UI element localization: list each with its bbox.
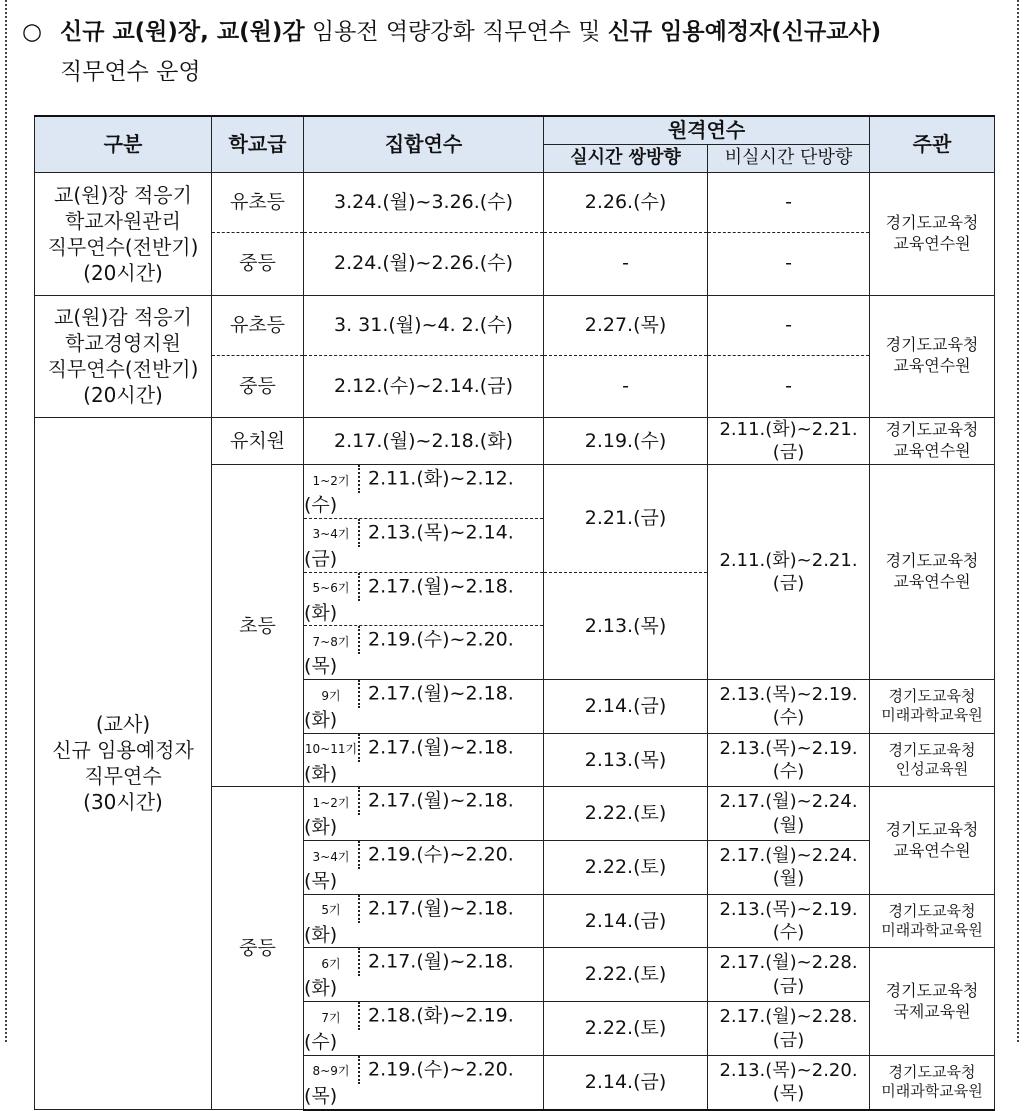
sec3-elem-nr-6: 2.13.(목)~2.19.(수) <box>708 733 870 787</box>
sec2-school-2: 중등 <box>212 355 304 417</box>
sec3-elem-group-3: 5~6기 2.17.(월)~2.18.(화) <box>304 572 544 626</box>
sec3-elem-nr: 2.11.(화)~2.21.(금) <box>708 465 870 680</box>
schedule-table <box>34 115 995 1111</box>
sec1-nr-2: - <box>708 232 870 295</box>
sec3-elem-rt-b: 2.13.(목) <box>544 572 708 679</box>
title-line2: 직무연수 운영 <box>60 59 201 85</box>
header-school: 학교급 <box>212 116 304 172</box>
sec2-host: 경기도교육청 교육연수원 <box>870 295 995 417</box>
sec1-school-2: 중등 <box>212 232 304 295</box>
sec3-elem-host-6: 경기도교육청 인성교육원 <box>870 733 995 787</box>
sec2-group-1: 3. 31.(월)~4. 2.(수) <box>304 295 544 355</box>
sec3-elem-host-5: 경기도교육청 미래과학교육원 <box>870 680 995 734</box>
sec3-mid-rt-1: 2.22.(토) <box>544 787 708 841</box>
sec3-mid-school: 중등 <box>212 787 304 1110</box>
sec3-elem-nr-5: 2.13.(목)~2.19.(수) <box>708 680 870 734</box>
sec3-mid-rt-2: 2.22.(토) <box>544 841 708 895</box>
sec2-rt-2: - <box>544 355 708 417</box>
sec3-mid-nr-5: 2.17.(월)~2.28.(금) <box>708 1002 870 1056</box>
title-normal: 임용전 역량강화 직무연수 및 <box>304 19 608 45</box>
page-border-left <box>5 0 7 1042</box>
sec1-nr-1: - <box>708 172 870 232</box>
sec3-mid-rt-3: 2.14.(금) <box>544 894 708 948</box>
sec3-mid-host-b: 경기도교육청 국제교육원 <box>870 948 995 1055</box>
sec1-rt-2: - <box>544 232 708 295</box>
sec3-mid-group-1: 1~2기 2.17.(월)~2.18.(화) <box>304 787 544 841</box>
sec3-mid-host-a: 경기도교육청 교육연수원 <box>870 787 995 894</box>
sec3-elem-group-2: 3~4기 2.13.(목)~2.14.(금) <box>304 518 544 572</box>
sec3-elem-rt-5: 2.14.(금) <box>544 680 708 734</box>
sec3-elem-group-4: 7~8기 2.19.(수)~2.20.(목) <box>304 626 544 680</box>
sec1-host: 경기도교육청 교육연수원 <box>870 172 995 295</box>
bullet-icon: ○ <box>22 19 43 45</box>
header-group: 집합연수 <box>304 116 544 172</box>
title-bold-2: 신규 임용예정자(신규교사) <box>607 19 882 45</box>
sec3-elem-host: 경기도교육청 교육연수원 <box>870 465 995 680</box>
page-border-right <box>1017 0 1019 1042</box>
sec3-mid-group-4: 6기 2.17.(월)~2.18.(화) <box>304 948 544 1002</box>
sec3-kinder-nr: 2.11.(화)~2.21.(금) <box>708 417 870 465</box>
sec3-mid-nr-4: 2.17.(월)~2.28.(금) <box>708 948 870 1002</box>
sec2-rt-1: 2.27.(목) <box>544 295 708 355</box>
sec3-kinder-group: 2.17.(월)~2.18.(화) <box>304 417 544 465</box>
sec3-elem-rt-a: 2.21.(금) <box>544 465 708 572</box>
sec3-mid-group-5: 7기 2.18.(화)~2.19.(수) <box>304 1002 544 1056</box>
sec1-school-1: 유초등 <box>212 172 304 232</box>
title-bold-1: 신규 교(원)장, 교(원)감 <box>60 19 305 45</box>
sec3-kinder-rt: 2.19.(수) <box>544 417 708 465</box>
sec2-nr-1: - <box>708 295 870 355</box>
sec3-mid-host-3: 경기도교육청 미래과학교육원 <box>870 894 995 948</box>
sec3-label: (교사) 신규 임용예정자 직무연수 (30시간) <box>35 417 212 1110</box>
sec3-kinder-host: 경기도교육청 교육연수원 <box>870 417 995 465</box>
sec3-mid-host-6: 경기도교육청 미래과학교육원 <box>870 1055 995 1109</box>
sec3-kinder-school: 유치원 <box>212 417 304 465</box>
sec3-mid-nr-6: 2.13.(목)~2.20.(목) <box>708 1055 870 1109</box>
sec3-mid-group-3: 5기 2.17.(월)~2.18.(화) <box>304 894 544 948</box>
header-remote: 원격연수 <box>544 116 870 144</box>
section-title <box>22 12 1012 92</box>
sec1-rt-1: 2.26.(수) <box>544 172 708 232</box>
sec2-group-2: 2.12.(수)~2.14.(금) <box>304 355 544 417</box>
sec3-elem-group-1: 1~2기 2.11.(화)~2.12.(수) <box>304 465 544 519</box>
sec2-school-1: 유초등 <box>212 295 304 355</box>
sec3-mid-rt-6: 2.14.(금) <box>544 1055 708 1109</box>
sec2-nr-2: - <box>708 355 870 417</box>
sec3-mid-nr-1: 2.17.(월)~2.24.(월) <box>708 787 870 841</box>
sec3-elem-school: 초등 <box>212 465 304 787</box>
sec3-mid-rt-5: 2.22.(토) <box>544 1002 708 1056</box>
header-host: 주관 <box>870 116 995 172</box>
header-gubun: 구분 <box>35 116 212 172</box>
sec1-group-2: 2.24.(월)~2.26.(수) <box>304 232 544 295</box>
sec3-mid-group-2: 3~4기 2.19.(수)~2.20.(목) <box>304 841 544 895</box>
sec3-mid-nr-3: 2.13.(목)~2.19.(수) <box>708 894 870 948</box>
sec3-mid-rt-4: 2.22.(토) <box>544 948 708 1002</box>
header-nonreal: 비실시간 단방향 <box>708 144 870 172</box>
sec3-mid-group-6: 8~9기 2.19.(수)~2.20.(목) <box>304 1055 544 1109</box>
sec2-label: 교(원)감 적응기 학교경영지원 직무연수(전반기) (20시간) <box>35 295 212 417</box>
sec3-mid-nr-2: 2.17.(월)~2.24.(월) <box>708 841 870 895</box>
sec1-label: 교(원)장 적응기 학교자원관리 직무연수(전반기) (20시간) <box>35 172 212 295</box>
sec3-elem-rt-6: 2.13.(목) <box>544 733 708 787</box>
sec3-elem-group-5: 9기 2.17.(월)~2.18.(화) <box>304 680 544 734</box>
header-realtime: 실시간 쌍방향 <box>544 144 708 172</box>
sec1-group-1: 3.24.(월)~3.26.(수) <box>304 172 544 232</box>
sec3-elem-group-6: 10~11기 2.17.(월)~2.18.(화) <box>304 733 544 787</box>
